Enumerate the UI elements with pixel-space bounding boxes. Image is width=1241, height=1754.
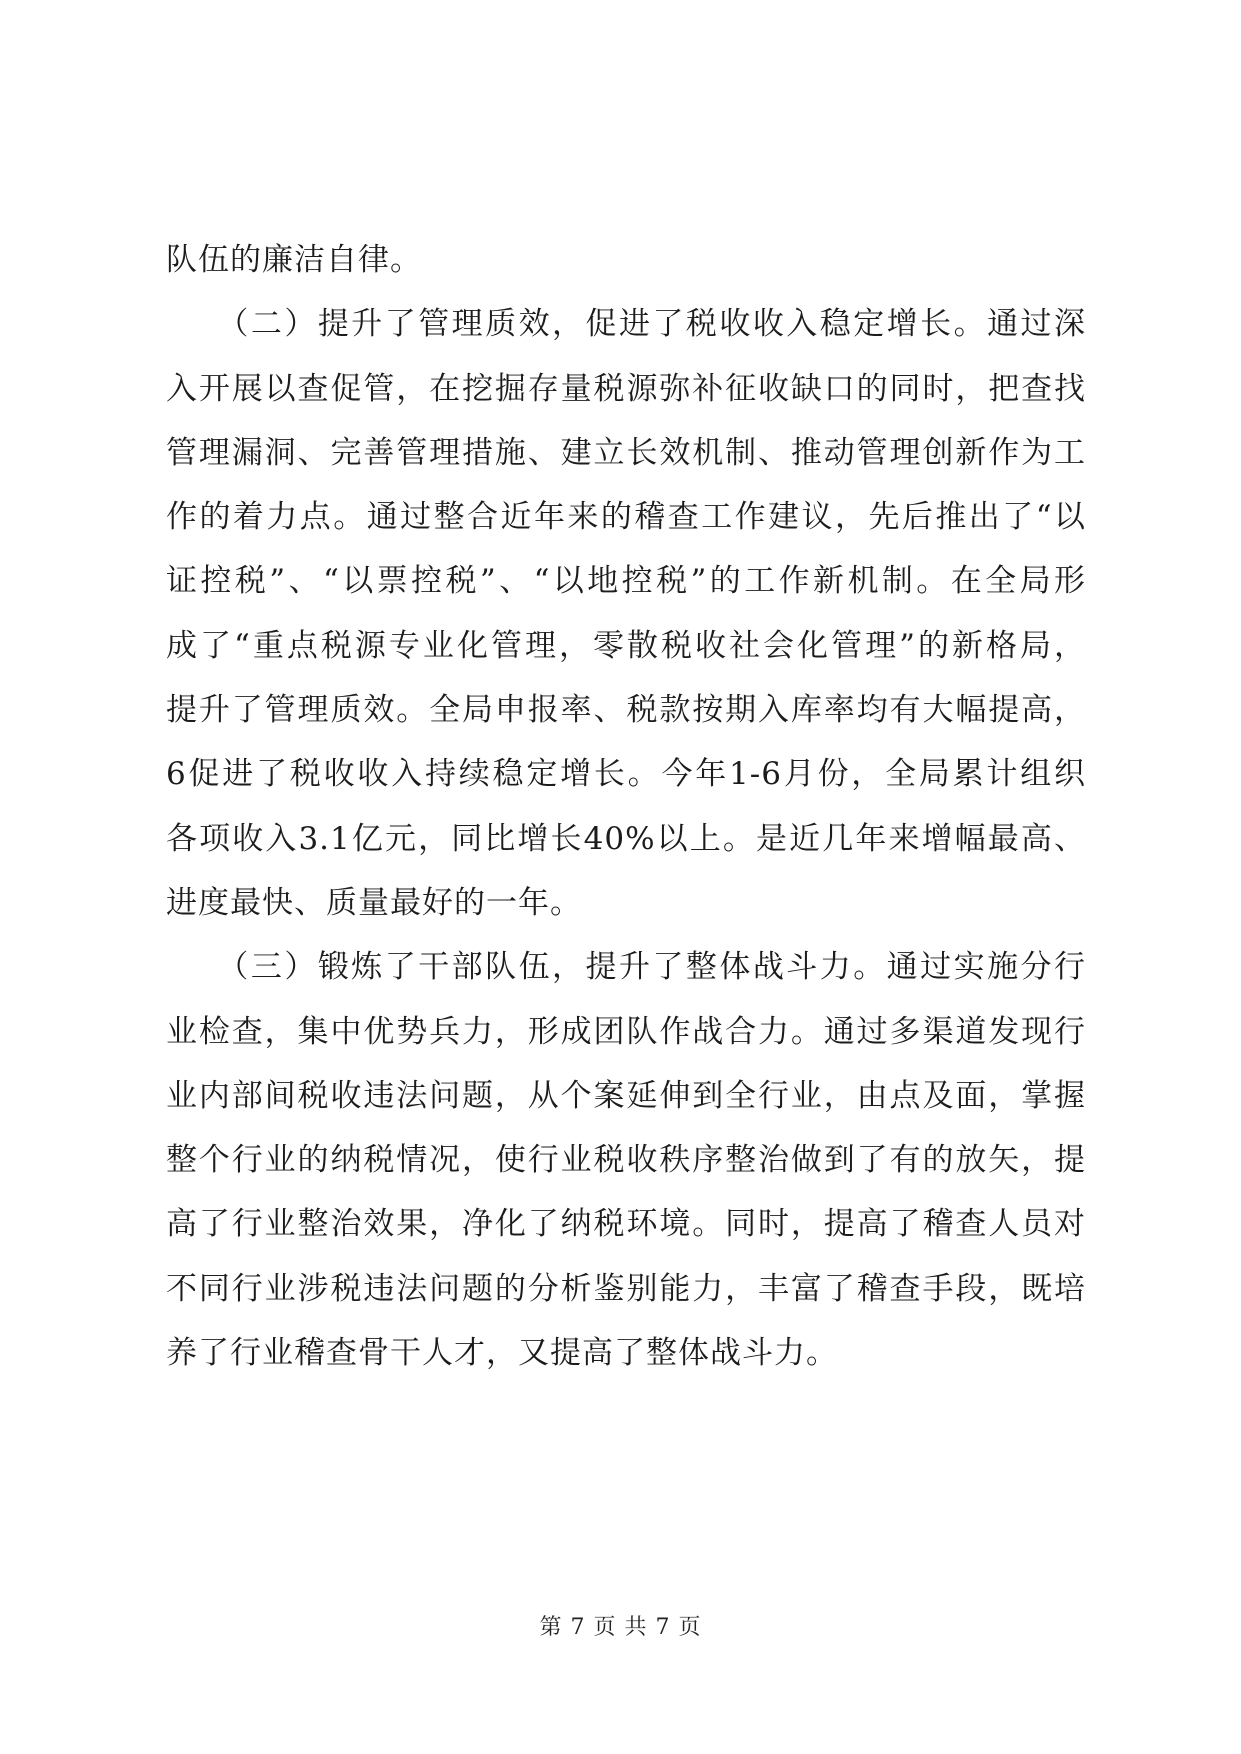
page-number-footer: 第 7 页 共 7 页 (539, 1615, 702, 1640)
text-line: 不同行业涉税违法问题的分析鉴别能力，丰富了稽查手段，既培 (166, 1270, 1086, 1307)
document-body (166, 228, 1086, 1385)
text-line: 业检查，集中优势兵力，形成团队作战合力。通过多渠道发现行 (166, 1013, 1086, 1050)
text-line: 整个行业的纳税情况，使行业税收秩序整治做到了有的放矢，提 (166, 1142, 1086, 1179)
text-line: 队伍的廉洁自律。 (166, 242, 422, 278)
text-line: 业内部间税收违法问题，从个案延伸到全行业，由点及面，掌握 (166, 1077, 1086, 1114)
text-line: 各项收入3.1亿元，同比增长40%以上。是近几年来增幅最高、 (166, 820, 1086, 857)
text-line: 进度最快、质量最好的一年。 (166, 884, 582, 921)
text-line: 高了行业整治效果，净化了纳税环境。同时，提高了稽查人员对 (166, 1206, 1086, 1243)
text-line: 6促进了税收收入持续稳定增长。今年1-6月份，全局累计组织 (166, 756, 1086, 793)
text-line: 入开展以查促管，在挖掘存量税源弥补征收缺口的同时，把查找 (166, 370, 1086, 407)
text-line: 提升了管理质效。全局申报率、税款按期入库率均有大幅提高， (166, 692, 1086, 729)
text-line: 证控税”、“以票控税”、“以地控税”的工作新机制。在全局形 (166, 563, 1086, 600)
text-line: 管理漏洞、完善管理措施、建立长效机制、推动管理创新作为工 (166, 434, 1086, 471)
text-line: 养了行业稽查骨干人才，又提高了整体战斗力。 (166, 1335, 838, 1372)
text-line: 成了“重点税源专业化管理，零散税收社会化管理”的新格局， (166, 627, 1086, 664)
text-line: （三）锻炼了干部队伍，提升了整体战斗力。通过实施分行 (166, 949, 1086, 986)
text-line: 作的着力点。通过整合近年来的稽查工作建议，先后推出了“以 (166, 499, 1086, 536)
text-line: （二）提升了管理质效，促进了税收收入稳定增长。通过深 (166, 306, 1086, 343)
